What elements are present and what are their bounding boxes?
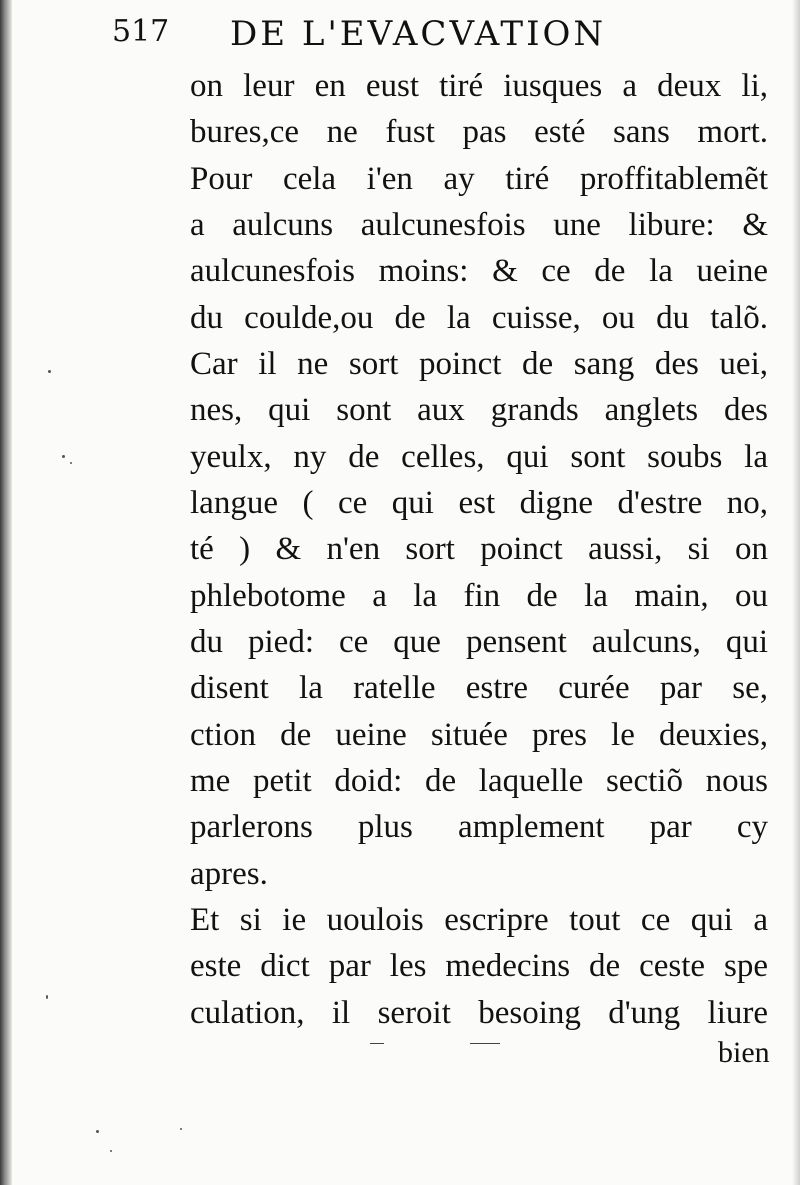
text-line: bures,ce ne fust pas esté sans mort.: [190, 114, 768, 150]
text-line: du coulde,ou de la cuisse, ou du talõ.: [190, 300, 768, 336]
text-line: me petit doid: de laquelle sectiõ nous: [190, 763, 768, 799]
print-mark: [470, 1043, 500, 1044]
text-line: phlebotome a la fin de la main, ou: [190, 578, 768, 614]
print-mark: [370, 1043, 384, 1044]
text-line: parlerons plus amplement par cy: [190, 809, 768, 845]
ink-speck: [62, 455, 65, 458]
text-line: té ) & n'en sort poinct aussi, si on: [190, 531, 768, 567]
text-line: a aulcuns aulcunesfois une libure: &: [190, 207, 768, 243]
text-line: disent la ratelle estre curée par se,: [190, 670, 768, 706]
text-line: Pour cela i'en ay tiré proffitablemẽt: [190, 161, 768, 197]
running-title: DE L'EVACVATION: [230, 14, 607, 54]
page-number: 517: [112, 14, 170, 49]
text-line: aulcunesfois moins: & ce de la ueine: [190, 253, 768, 289]
text-line: culation, il seroit besoing d'ung liure: [190, 995, 768, 1031]
text-line: du pied: ce que pensent aulcuns, qui: [190, 624, 768, 660]
text-line: este dict par les medecins de ceste spe: [190, 948, 768, 984]
ink-speck: [70, 462, 72, 464]
text-line: yeulx, ny de celles, qui sont soubs la: [190, 439, 768, 475]
ink-speck: [48, 370, 51, 373]
text-line: nes, qui sont aux grands anglets des: [190, 392, 768, 428]
text-line: on leur en eust tiré iusques a deux li,: [190, 68, 768, 104]
ink-speck: [110, 1150, 112, 1152]
text-line: langue ( ce qui est digne d'estre no,: [190, 485, 768, 521]
catchword: bien: [718, 1036, 770, 1069]
ink-speck: [180, 1128, 182, 1130]
ink-speck: [96, 1130, 99, 1133]
text-line: ction de ueine située pres le deuxies,: [190, 717, 768, 753]
text-line: apres.: [190, 856, 268, 892]
text-line: Car il ne sort poinct de sang des uei,: [190, 346, 768, 382]
ink-speck: [46, 995, 48, 999]
text-line: Et si ie uoulois escripre tout ce qui a: [190, 902, 768, 938]
